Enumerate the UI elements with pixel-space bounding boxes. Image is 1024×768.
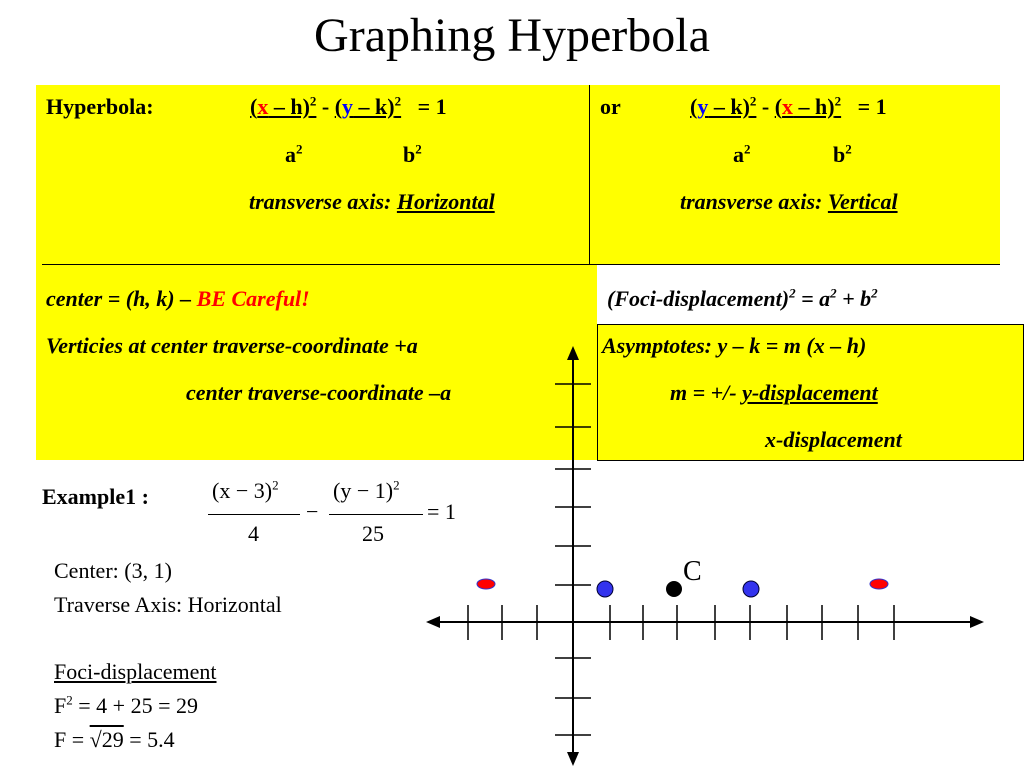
center-point bbox=[666, 581, 682, 597]
vertices-note-minus: center traverse-coordinate –a bbox=[186, 380, 452, 405]
solution-f-value: F = √29 = 5.4 bbox=[54, 727, 175, 752]
x-axis bbox=[426, 616, 984, 628]
y-axis bbox=[567, 346, 579, 766]
foci-formula: (Foci-displacement)$^2$ = $a^2 + b^2$ bbox=[607, 285, 878, 311]
denominator-a2: $a^2$ bbox=[285, 141, 303, 167]
vertex-point-right bbox=[743, 581, 759, 597]
page-title: Graphing Hyperbola bbox=[314, 9, 710, 62]
solution-center: Center: (3, 1) bbox=[54, 558, 172, 583]
vertical-axis-note: transverse axis: Vertical bbox=[680, 189, 898, 214]
example-minus: − bbox=[306, 499, 319, 524]
asymptote-equation: Asymptotes: y – k = m (x – h) bbox=[602, 333, 867, 358]
slope-formula: m = +/- y-displacement bbox=[670, 380, 878, 405]
hyperbola-label: Hyperbola: bbox=[46, 94, 154, 119]
denominator-a2-right: $a^2$ bbox=[733, 141, 751, 167]
slope-denominator: x-displacement bbox=[765, 427, 902, 452]
focus-point-left bbox=[477, 579, 495, 589]
solution-f-squared: $F^2 = 4 + 25 = 29$ bbox=[54, 692, 198, 718]
focus-point-right bbox=[870, 579, 888, 589]
example-equals: = 1 bbox=[427, 499, 456, 524]
example-denominator-y: 25 bbox=[362, 521, 384, 546]
vertex-point-left bbox=[597, 581, 613, 597]
example-label: Example1 : bbox=[42, 484, 149, 509]
vertices-note-plus: Verticies at center traverse-coordinate +a bbox=[46, 333, 418, 358]
or-label: or bbox=[600, 94, 621, 119]
horizontal-axis-note: transverse axis: Horizontal bbox=[249, 189, 495, 214]
horizontal-equation: (x – h)$^2$ - (y – k)$^2$ = 1 bbox=[250, 93, 447, 119]
example-denominator-x: 4 bbox=[248, 521, 259, 546]
vertical-equation: (y – k)$^2$ - (x – h)$^2$ = 1 bbox=[690, 93, 887, 119]
denominator-b2: $b^2$ bbox=[403, 141, 422, 167]
solution-axis: Traverse Axis: Horizontal bbox=[54, 592, 282, 617]
center-point-label: C bbox=[683, 556, 702, 587]
example-numerator-x: $(x - 3)^2$ bbox=[212, 477, 279, 503]
example-numerator-y: $(y - 1)^2$ bbox=[333, 477, 400, 503]
center-note: center = (h, k) – BE Careful! bbox=[46, 286, 310, 311]
solution-foci-heading: Foci-displacement bbox=[54, 659, 217, 684]
denominator-b2-right: $b^2$ bbox=[833, 141, 852, 167]
